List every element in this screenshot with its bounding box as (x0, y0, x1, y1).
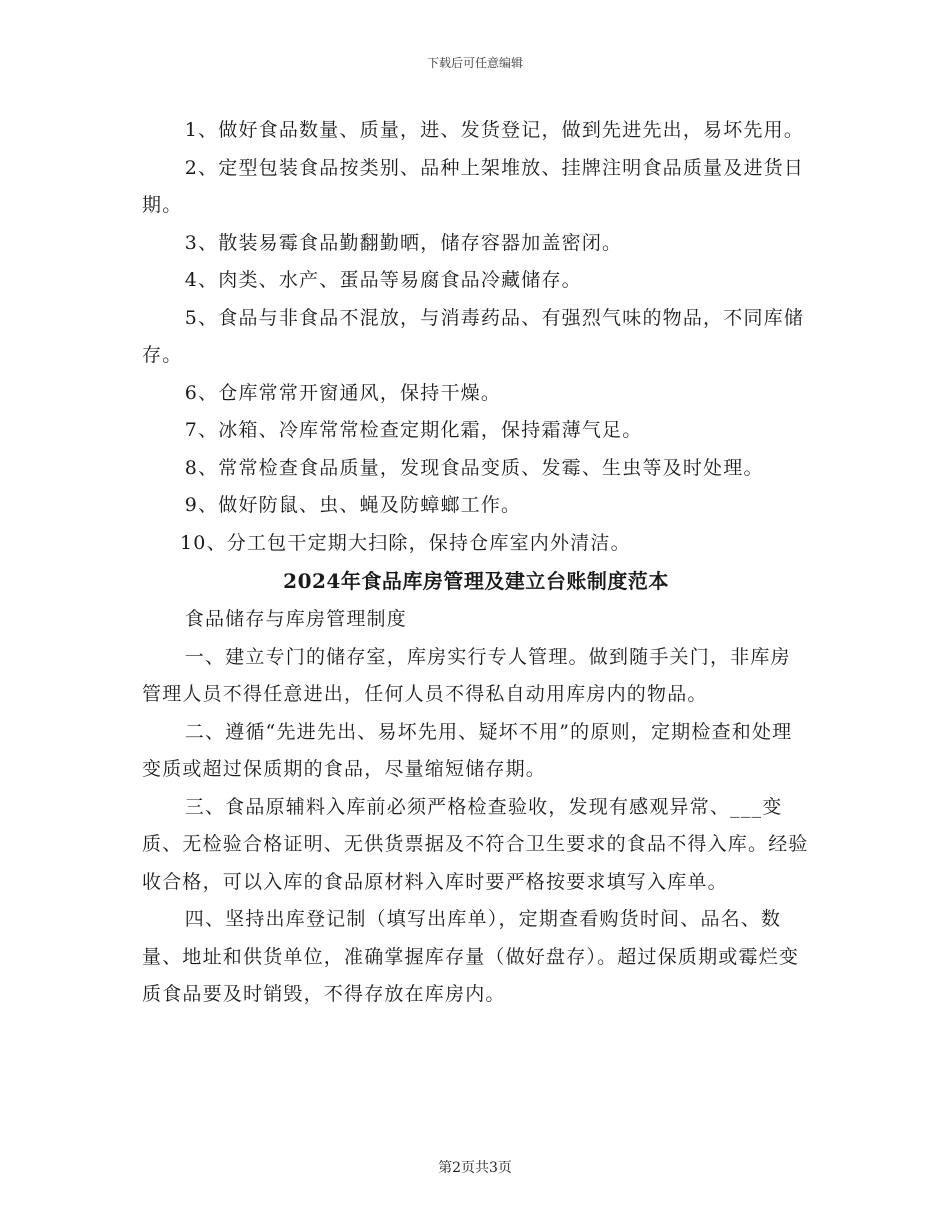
body-paragraph: 三、食品原辅料入库前必须严格检查验收，发现有感观异常、___变质、无检验合格证明、无供货票据及不符合卫生要求的食品不得入库。经验收合格，可以入库的食品原材料入库时要严格按要求填写入库单。 (142, 795, 809, 893)
document-body (142, 112, 810, 1014)
list-item: 9、做好防鼠、虫、蝇及防蟑螂工作。 (184, 494, 522, 516)
section-subtitle: 食品储存与库房管理制度 (184, 608, 407, 630)
page-footer: 第2页共3页 (438, 1160, 512, 1176)
section-title: 2024年食品库房管理及建立台账制度范本 (283, 569, 669, 593)
page-header: 下载后可任意编辑 (426, 56, 523, 70)
list-item: 2、定型包装食品按类别、品种上架堆放、挂牌注明食品质量及进货日期。 (142, 156, 805, 216)
list-item: 8、常常检查食品质量，发现食品变质、发霉、生虫等及时处理。 (184, 456, 764, 479)
body-paragraph: 二、遵循“先进先出、易坏先用、疑坏不用”的原则，定期检查和处理变质或超过保质期的食品，尽量缩短储存期。 (142, 720, 793, 780)
list-item: 7、冰箱、冷库常常检查定期化霜，保持霜薄气足。 (184, 419, 643, 441)
list-item: 4、肉类、水产、蛋品等易腐食品冷藏储存。 (184, 269, 582, 291)
list-item: 5、食品与非食品不混放，与消毒药品、有强烈气味的物品，不同库储存。 (142, 306, 805, 366)
list-item: 3、散装易霉食品勤翻勤晒，储存容器加盖密闭。 (184, 231, 623, 254)
list-item: 6、仓库常常开窗通风，保持干燥。 (184, 381, 502, 404)
list-item: 1、做好食品数量、质量，进、发货登记，做到先进先出，易坏先用。 (184, 119, 805, 141)
list-item: 10、分工包干定期大扫除，保持仓库室内外清洁。 (180, 531, 631, 554)
body-paragraph: 一、建立专门的储存室，库房实行专人管理。做到随手关门，非库房管理人员不得任意进出，任何人员不得私自动用库房内的物品。 (142, 645, 791, 705)
body-paragraph: 四、坚持出库登记制（填写出库单），定期查看购货时间、品名、数量、地址和供货单位，准确掌握库存量（做好盘存）。超过保质期或霉烂变质食品要及时销毁，不得存放在库房内。 (142, 908, 800, 1005)
